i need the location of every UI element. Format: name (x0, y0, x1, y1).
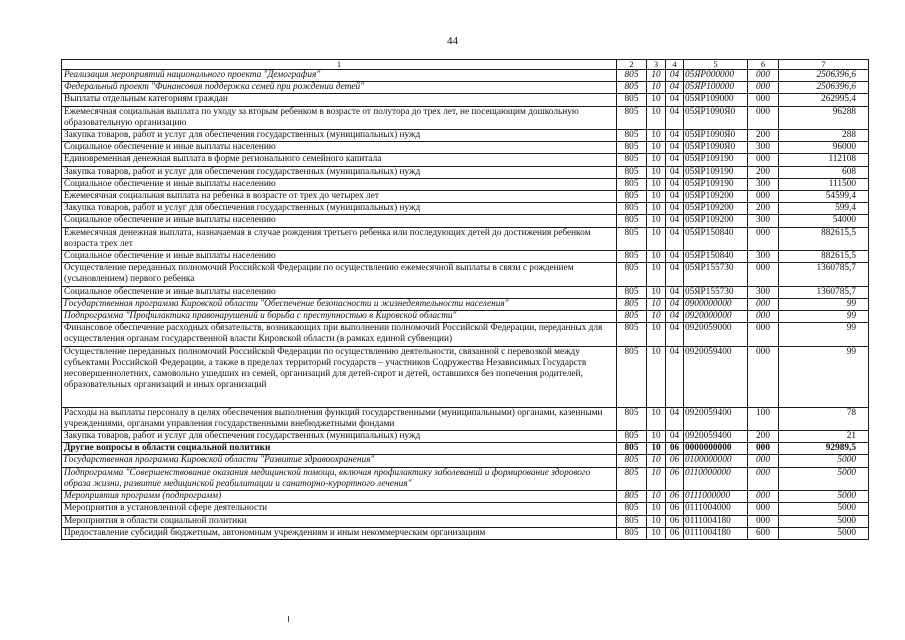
row-col2-cell: 805 (617, 82, 647, 94)
row-col4-cell: 04 (666, 215, 684, 227)
row-col4-cell: 04 (666, 286, 684, 298)
row-sum-cell: 608 (779, 166, 869, 178)
row-sum-cell: 111500 (779, 178, 869, 190)
row-col2-cell: 805 (617, 227, 647, 250)
row-sum-cell: 96288 (779, 106, 869, 129)
table-row (62, 407, 869, 430)
row-sum-cell: 54000 (779, 215, 869, 227)
header-row (62, 60, 869, 70)
table-row (62, 443, 869, 455)
row-code-cell: 0900000000 (684, 298, 748, 310)
row-col6-cell: 000 (748, 443, 779, 455)
row-code-cell: 0111004000 (684, 503, 748, 515)
scan-mark (288, 616, 289, 622)
row-name-cell: Расходы на выплаты персоналу в целях обеспечения выполнения функций государственными (муниципальными) органами, казенными учреждениями, органами управления государственными внебюджетными фондами (62, 407, 617, 430)
row-sum-cell: 1360785,7 (779, 286, 869, 298)
row-col3-cell: 10 (647, 215, 666, 227)
row-col6-cell: 300 (748, 215, 779, 227)
row-col2-cell: 805 (617, 154, 647, 166)
row-col2-cell: 805 (617, 70, 647, 82)
row-name-cell: Социальное обеспечение и иные выплаты населению (62, 142, 617, 154)
row-col4-cell: 04 (666, 154, 684, 166)
row-code-cell: 0110000000 (684, 467, 748, 490)
table-row (62, 286, 869, 298)
row-col4-cell: 04 (666, 191, 684, 203)
row-col2-cell: 805 (617, 191, 647, 203)
budget-table (61, 59, 869, 540)
table-row (62, 166, 869, 178)
row-code-cell: 05ЯР155730 (684, 286, 748, 298)
row-col6-cell: 000 (748, 154, 779, 166)
row-col6-cell: 000 (748, 455, 779, 467)
row-col2-cell: 805 (617, 443, 647, 455)
row-sum-cell: 99 (779, 346, 869, 407)
header-cell: 6 (748, 60, 779, 70)
row-col4-cell: 06 (666, 503, 684, 515)
row-col4-cell: 04 (666, 263, 684, 286)
row-code-cell: 05ЯР150840 (684, 227, 748, 250)
row-col2-cell: 805 (617, 455, 647, 467)
row-col4-cell: 04 (666, 130, 684, 142)
row-sum-cell: 5000 (779, 527, 869, 539)
table-row (62, 203, 869, 215)
row-name-cell: Другие вопросы в области социальной политики (62, 443, 617, 455)
row-name-cell: Ежемесячная социальная выплата на ребенка в возрасте от трех до четырех лет (62, 191, 617, 203)
row-code-cell: 05ЯР109190 (684, 154, 748, 166)
row-name-cell: Единовременная денежная выплата в форме регионального семейного капитала (62, 154, 617, 166)
row-col4-cell: 04 (666, 166, 684, 178)
row-col3-cell: 10 (647, 142, 666, 154)
row-col4-cell: 04 (666, 203, 684, 215)
row-col3-cell: 10 (647, 455, 666, 467)
row-col3-cell: 10 (647, 203, 666, 215)
row-name-cell: Осуществление переданных полномочий Российской Федерации по осуществлению ежемесячной выплаты в связи с рождением (усыновлением) первого ребенка (62, 263, 617, 286)
row-code-cell: 05ЯР1090Я0 (684, 106, 748, 129)
row-name-cell: Мероприятия в области социальной политики (62, 515, 617, 527)
row-col6-cell: 300 (748, 142, 779, 154)
row-col6-cell: 000 (748, 323, 779, 346)
row-code-cell: 05ЯР1090Я0 (684, 142, 748, 154)
row-col6-cell: 000 (748, 503, 779, 515)
row-col3-cell: 10 (647, 227, 666, 250)
row-col3-cell: 10 (647, 251, 666, 263)
row-code-cell: 05ЯР1090Я0 (684, 130, 748, 142)
row-code-cell: 05ЯР109200 (684, 215, 748, 227)
row-name-cell: Федеральный проект "Финансовая поддержка семей при рождении детей" (62, 82, 617, 94)
row-col6-cell: 000 (748, 82, 779, 94)
row-name-cell: Закупка товаров, работ и услуг для обеспечения государственных (муниципальных) нужд (62, 166, 617, 178)
row-name-cell: Ежемесячная денежная выплата, назначаемая в случае рождения третьего ребенка или последующих детей до достижения ребенком возраста трех лет (62, 227, 617, 250)
table-row (62, 154, 869, 166)
row-col6-cell: 000 (748, 298, 779, 310)
row-name-cell: Предоставление субсидий бюджетным, автономным учреждениям и иным некоммерческим организациям (62, 527, 617, 539)
row-col3-cell: 10 (647, 130, 666, 142)
row-col3-cell: 10 (647, 443, 666, 455)
row-col4-cell: 04 (666, 323, 684, 346)
row-col2-cell: 805 (617, 467, 647, 490)
row-col3-cell: 10 (647, 467, 666, 490)
row-sum-cell: 99 (779, 311, 869, 323)
row-col6-cell: 000 (748, 94, 779, 106)
table-row (62, 467, 869, 490)
header-cell: 7 (779, 60, 869, 70)
header-cell: 3 (647, 60, 666, 70)
table-row (62, 227, 869, 250)
row-col6-cell: 000 (748, 346, 779, 407)
row-col2-cell: 805 (617, 203, 647, 215)
row-col2-cell: 805 (617, 166, 647, 178)
table-row (62, 346, 869, 407)
row-col6-cell: 000 (748, 515, 779, 527)
table-row (62, 311, 869, 323)
row-name-cell: Социальное обеспечение и иные выплаты населению (62, 215, 617, 227)
row-col3-cell: 10 (647, 346, 666, 407)
row-col2-cell: 805 (617, 323, 647, 346)
row-name-cell: Мероприятия в установленной сфере деятельности (62, 503, 617, 515)
row-col3-cell: 10 (647, 94, 666, 106)
row-col4-cell: 04 (666, 94, 684, 106)
row-sum-cell: 882615,5 (779, 227, 869, 250)
row-col6-cell: 300 (748, 286, 779, 298)
row-col2-cell: 805 (617, 286, 647, 298)
row-col3-cell: 10 (647, 286, 666, 298)
row-code-cell: 0111004180 (684, 515, 748, 527)
row-col4-cell: 04 (666, 251, 684, 263)
row-col2-cell: 805 (617, 94, 647, 106)
row-sum-cell: 92989,5 (779, 443, 869, 455)
row-col2-cell: 805 (617, 215, 647, 227)
row-name-cell: Закупка товаров, работ и услуг для обеспечения государственных (муниципальных) нужд (62, 130, 617, 142)
row-sum-cell: 5000 (779, 467, 869, 490)
row-sum-cell: 882615,5 (779, 251, 869, 263)
row-code-cell: 05ЯР109200 (684, 203, 748, 215)
row-sum-cell: 54599,4 (779, 191, 869, 203)
row-code-cell: 0111000000 (684, 491, 748, 503)
header-cell: 1 (62, 60, 617, 70)
row-name-cell: Осуществление переданных полномочий Российской Федерации по осуществлению деятельности, связанной с перевозкой между субъектами Российской Федерации, а также в пределах территорий государств – участников Содружества Независимых Государств несовершеннолетних, самовольно ушедших из семей, организаций для детей-сирот и детей, оставшихся без попечения родителей, образовательных организаций и иных организаций (62, 346, 617, 407)
row-code-cell: 05ЯР155730 (684, 263, 748, 286)
page-number: 44 (447, 35, 458, 47)
row-sum-cell: 5000 (779, 503, 869, 515)
row-code-cell: 0920059000 (684, 323, 748, 346)
row-name-cell: Закупка товаров, работ и услуг для обеспечения государственных (муниципальных) нужд (62, 431, 617, 443)
row-code-cell: 05ЯР100000 (684, 82, 748, 94)
row-name-cell: Подпрограмма "Совершенствование оказания медицинской помощи, включая профилактику заболеваний и формирование здорового образа жизни, развитие медицинской реабилитации и санаторно-курортного лечения" (62, 467, 617, 490)
row-col4-cell: 06 (666, 491, 684, 503)
row-code-cell: 0111004180 (684, 527, 748, 539)
header-cell: 5 (684, 60, 748, 70)
row-col6-cell: 200 (748, 166, 779, 178)
row-col2-cell: 805 (617, 407, 647, 430)
row-col6-cell: 000 (748, 227, 779, 250)
row-col6-cell: 200 (748, 130, 779, 142)
table-row (62, 215, 869, 227)
row-name-cell: Ежемесячная социальная выплата по уходу за вторым ребенком в возрасте от полутора до трех лет, не посещающим дошкольную образовательную организацию (62, 106, 617, 129)
row-col3-cell: 10 (647, 70, 666, 82)
row-col6-cell: 000 (748, 311, 779, 323)
table-row (62, 106, 869, 129)
row-col4-cell: 04 (666, 346, 684, 407)
row-code-cell: 0100000000 (684, 455, 748, 467)
row-name-cell: Социальное обеспечение и иные выплаты населению (62, 286, 617, 298)
row-col4-cell: 04 (666, 70, 684, 82)
row-col2-cell: 805 (617, 527, 647, 539)
row-sum-cell: 262995,4 (779, 94, 869, 106)
table-row (62, 263, 869, 286)
header-cell: 4 (666, 60, 684, 70)
row-col3-cell: 10 (647, 431, 666, 443)
row-col6-cell: 600 (748, 527, 779, 539)
row-col3-cell: 10 (647, 263, 666, 286)
row-col4-cell: 04 (666, 82, 684, 94)
row-col4-cell: 06 (666, 467, 684, 490)
row-sum-cell: 5000 (779, 515, 869, 527)
row-col2-cell: 805 (617, 431, 647, 443)
row-sum-cell: 78 (779, 407, 869, 430)
table-row (62, 431, 869, 443)
row-col3-cell: 10 (647, 106, 666, 129)
row-code-cell: 05ЯР109200 (684, 191, 748, 203)
row-col6-cell: 000 (748, 106, 779, 129)
row-col6-cell: 200 (748, 431, 779, 443)
row-sum-cell: 599,4 (779, 203, 869, 215)
row-code-cell: 05ЯР000000 (684, 70, 748, 82)
row-code-cell: 0920059400 (684, 346, 748, 407)
row-sum-cell: 1360785,7 (779, 263, 869, 286)
table-row (62, 94, 869, 106)
row-col2-cell: 805 (617, 311, 647, 323)
row-sum-cell: 99 (779, 298, 869, 310)
row-col2-cell: 805 (617, 491, 647, 503)
row-col2-cell: 805 (617, 298, 647, 310)
row-code-cell: 0920059400 (684, 407, 748, 430)
row-col6-cell: 000 (748, 491, 779, 503)
row-col4-cell: 04 (666, 142, 684, 154)
row-col6-cell: 300 (748, 251, 779, 263)
row-code-cell: 0920059400 (684, 431, 748, 443)
row-col4-cell: 04 (666, 311, 684, 323)
table-row (62, 503, 869, 515)
row-col3-cell: 10 (647, 166, 666, 178)
row-code-cell: 0920000000 (684, 311, 748, 323)
row-col6-cell: 000 (748, 467, 779, 490)
row-col3-cell: 10 (647, 298, 666, 310)
row-col6-cell: 100 (748, 407, 779, 430)
row-col2-cell: 805 (617, 346, 647, 407)
row-sum-cell: 288 (779, 130, 869, 142)
row-name-cell: Реализация мероприятий национального проекта "Демография" (62, 70, 617, 82)
header-cell: 2 (617, 60, 647, 70)
table-row (62, 251, 869, 263)
row-col4-cell: 04 (666, 178, 684, 190)
table-row (62, 70, 869, 82)
row-sum-cell: 112108 (779, 154, 869, 166)
row-col6-cell: 000 (748, 70, 779, 82)
row-col3-cell: 10 (647, 191, 666, 203)
row-code-cell: 05ЯР109000 (684, 94, 748, 106)
row-code-cell: 05ЯР109190 (684, 166, 748, 178)
row-col6-cell: 200 (748, 203, 779, 215)
row-col4-cell: 04 (666, 407, 684, 430)
row-col4-cell: 06 (666, 527, 684, 539)
row-col3-cell: 10 (647, 178, 666, 190)
row-col2-cell: 805 (617, 263, 647, 286)
row-name-cell: Государственная программа Кировской области "Развитие здравоохранения" (62, 455, 617, 467)
row-col4-cell: 04 (666, 227, 684, 250)
row-col6-cell: 000 (748, 191, 779, 203)
row-col3-cell: 10 (647, 311, 666, 323)
table-row (62, 515, 869, 527)
row-col2-cell: 805 (617, 106, 647, 129)
row-sum-cell: 5000 (779, 455, 869, 467)
row-col4-cell: 04 (666, 431, 684, 443)
row-name-cell: Государственная программа Кировской области "Обеспечение безопасности и жизнедеятельности населения" (62, 298, 617, 310)
row-sum-cell: 5000 (779, 491, 869, 503)
row-col2-cell: 805 (617, 130, 647, 142)
row-col4-cell: 04 (666, 298, 684, 310)
row-code-cell: 0000000000 (684, 443, 748, 455)
table-body (62, 60, 869, 540)
row-col3-cell: 10 (647, 527, 666, 539)
row-sum-cell: 2506396,6 (779, 70, 869, 82)
table-row (62, 527, 869, 539)
row-col3-cell: 10 (647, 503, 666, 515)
row-col2-cell: 805 (617, 503, 647, 515)
table-row (62, 142, 869, 154)
row-col2-cell: 805 (617, 178, 647, 190)
row-col3-cell: 10 (647, 515, 666, 527)
table-row (62, 491, 869, 503)
row-col3-cell: 10 (647, 491, 666, 503)
row-col3-cell: 10 (647, 154, 666, 166)
row-col4-cell: 06 (666, 515, 684, 527)
row-col4-cell: 06 (666, 443, 684, 455)
row-sum-cell: 21 (779, 431, 869, 443)
row-name-cell: Финансовое обеспечение расходных обязательств, возникающих при выполнении полномочий Российской Федерации, переданных для осуществления органам государственной власти Кировской области (в рамках единой субвенции) (62, 323, 617, 346)
row-name-cell: Выплаты отдельным категориям граждан (62, 94, 617, 106)
row-name-cell: Социальное обеспечение и иные выплаты населению (62, 251, 617, 263)
row-name-cell: Мероприятия программ (подпрограмм) (62, 491, 617, 503)
row-sum-cell: 2506396,6 (779, 82, 869, 94)
row-col2-cell: 805 (617, 251, 647, 263)
row-col4-cell: 06 (666, 455, 684, 467)
row-name-cell: Социальное обеспечение и иные выплаты населению (62, 178, 617, 190)
row-name-cell: Закупка товаров, работ и услуг для обеспечения государственных (муниципальных) нужд (62, 203, 617, 215)
row-code-cell: 05ЯР109190 (684, 178, 748, 190)
row-col2-cell: 805 (617, 515, 647, 527)
table-row (62, 323, 869, 346)
row-col6-cell: 000 (748, 263, 779, 286)
table-row (62, 82, 869, 94)
table-row (62, 298, 869, 310)
row-col4-cell: 04 (666, 106, 684, 129)
table-row (62, 191, 869, 203)
row-sum-cell: 96000 (779, 142, 869, 154)
table-row (62, 130, 869, 142)
row-col3-cell: 10 (647, 323, 666, 346)
row-col2-cell: 805 (617, 142, 647, 154)
table-row (62, 455, 869, 467)
table-row (62, 178, 869, 190)
row-col3-cell: 10 (647, 82, 666, 94)
row-sum-cell: 99 (779, 323, 869, 346)
row-code-cell: 05ЯР150840 (684, 251, 748, 263)
row-col3-cell: 10 (647, 407, 666, 430)
row-col6-cell: 300 (748, 178, 779, 190)
row-name-cell: Подпрограмма "Профилактика правонарушений и борьба с преступностью в Кировской области" (62, 311, 617, 323)
